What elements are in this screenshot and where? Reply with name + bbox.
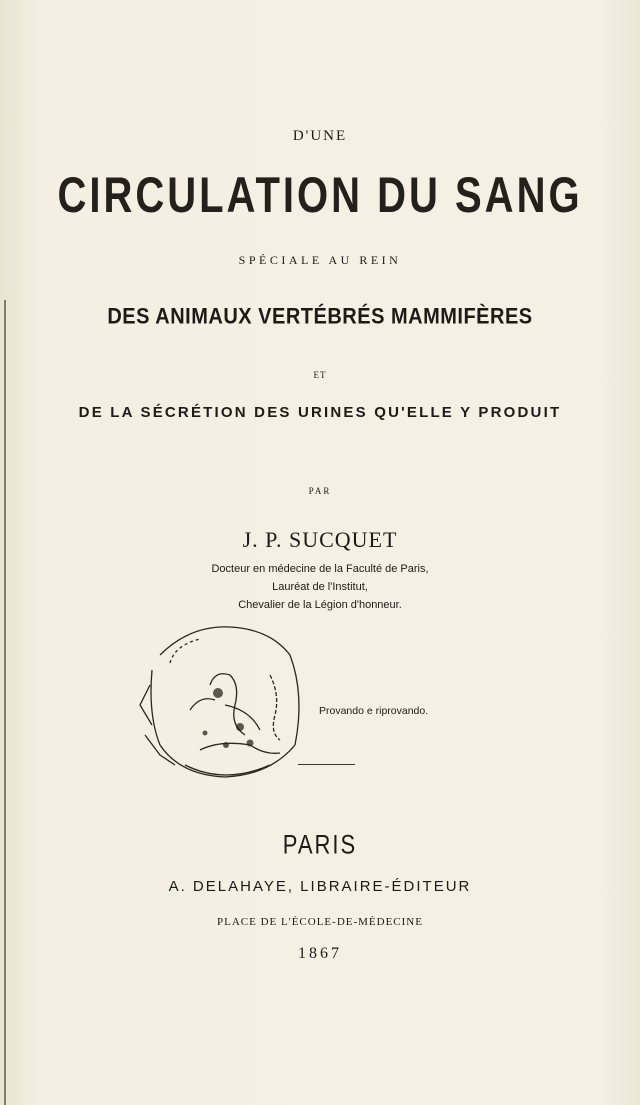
motto-rule [298,764,355,765]
author-credential: Docteur en médecine de la Faculté de Paris, [211,563,429,575]
author-name: J. P. SUCQUET [242,527,398,552]
motto: Provando e riprovando. [319,705,429,717]
imprint-address: PLACE DE L'ÉCOLE-DE-MÉDECINE [217,916,423,928]
subtitle-line-3: DE LA SÉCRÉTION DES URINES QU'ELLE Y PRODUIT [78,404,562,421]
printer-emblem-icon [130,615,310,780]
subtitle-line-2: DES ANIMAUX VERTÉBRÉS MAMMIFÈRES [107,304,533,330]
author-credential: Chevalier de la Légion d'honneur. [238,599,402,611]
by-label: PAR [308,486,332,496]
title-preposition: D'UNE [292,128,348,144]
main-title: CIRCULATION DU SANG [57,168,583,224]
imprint-year: 1867 [298,945,342,962]
imprint-publisher: A. DELAHAYE, LIBRAIRE-ÉDITEUR [168,878,472,895]
conjunction: ET [313,370,327,380]
author-credential: Lauréat de l'Institut, [272,581,368,593]
subtitle-line-1: SPÉCIALE AU REIN [238,253,402,267]
imprint-city: PARIS [282,829,358,860]
